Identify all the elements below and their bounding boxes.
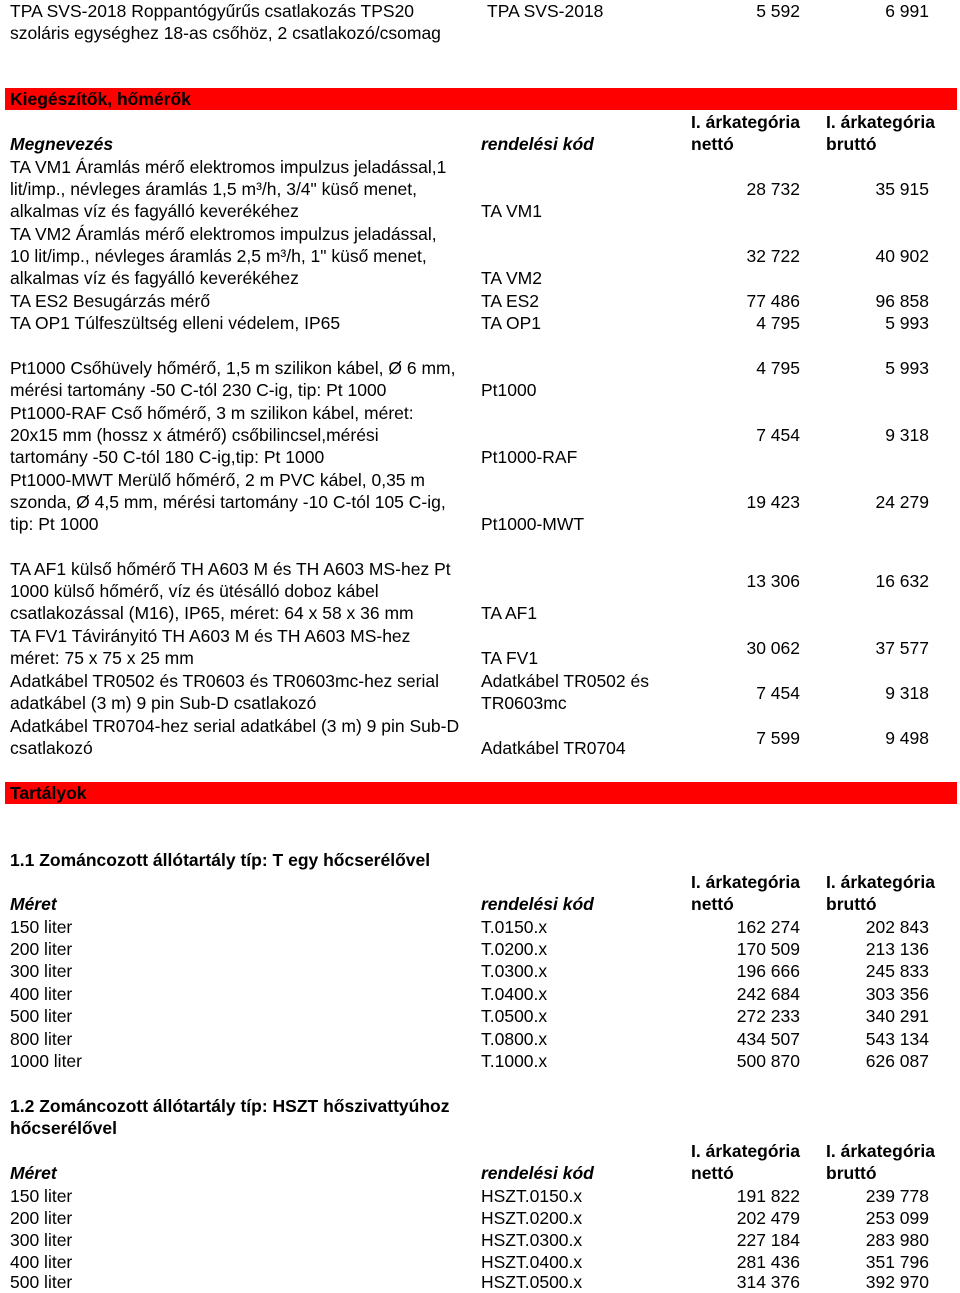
row-gross: 543 134	[865, 1029, 929, 1049]
item-gross: 35 915	[875, 179, 929, 199]
item-gross: 9 498	[885, 728, 929, 748]
row-size: 1000 liter	[10, 1051, 82, 1071]
item-desc-line: tip: Pt 1000	[10, 514, 99, 534]
item-desc-line: Pt1000 Csőhüvely hőmérő, 1,5 m szilikon kábel, Ø 6 mm,	[10, 358, 456, 378]
header-gross-line2: bruttó	[826, 894, 877, 914]
item-code: Pt1000-RAF	[481, 447, 578, 467]
row-net: 314 376	[736, 1272, 800, 1292]
row-gross: 245 833	[865, 961, 929, 981]
item-net: 13 306	[746, 571, 800, 591]
section-band-tanks	[5, 782, 957, 804]
item-net: 28 732	[746, 179, 800, 199]
item-code: TA AF1	[481, 603, 538, 623]
item-code: TA ES2	[481, 291, 540, 311]
item-net: 77 486	[746, 291, 800, 311]
header-code: rendelési kód	[481, 134, 594, 154]
item-net: 7 599	[756, 728, 800, 748]
row-size: 300 liter	[10, 1230, 73, 1250]
item-desc-line: csatlakozó	[10, 738, 93, 758]
row-gross: 303 356	[865, 984, 929, 1004]
row-size: 200 liter	[10, 939, 73, 959]
item-desc-line: tartomány -50 C-tól 180 C-ig,tip: Pt 1000	[10, 447, 325, 467]
row-gross: 202 843	[865, 917, 929, 937]
item-desc-line: mérési tartomány -50 C-tól 230 C-ig, tip: Pt 1000	[10, 380, 387, 400]
row-net: 500 870	[736, 1051, 800, 1071]
header-net-line1: I. árkategória	[691, 1141, 800, 1161]
row-gross: 626 087	[865, 1051, 929, 1071]
header-net-line1: I. árkategória	[691, 112, 800, 132]
row-code: HSZT.0150.x	[481, 1186, 583, 1206]
row-code: T.0200.x	[481, 939, 548, 959]
row-gross: 253 099	[865, 1208, 929, 1228]
row-size: 800 liter	[10, 1029, 73, 1049]
item-code: Pt1000-MWT	[481, 514, 585, 534]
header-name: Megnevezés	[10, 134, 114, 154]
row-net: 227 184	[736, 1230, 800, 1250]
header-code: rendelési kód	[481, 1163, 594, 1183]
top-item-net: 5 592	[756, 1, 800, 21]
section-title: Kiegészítők, hőmérők	[10, 89, 191, 109]
row-gross: 239 778	[865, 1186, 929, 1206]
row-code: T.0400.x	[481, 984, 548, 1004]
row-net: 281 436	[736, 1252, 800, 1272]
item-desc-line: adatkábel (3 m) 9 pin Sub-D csatlakozó	[10, 693, 317, 713]
item-gross: 37 577	[875, 638, 929, 658]
header-name: Méret	[10, 894, 57, 914]
item-net: 7 454	[756, 425, 800, 445]
item-desc-line: Pt1000-RAF Cső hőmérő, 3 m szilikon kábel, méret:	[10, 403, 414, 423]
top-item-code: TPA SVS-2018	[487, 1, 604, 21]
item-gross: 96 858	[875, 291, 929, 311]
item-gross: 40 902	[875, 246, 929, 266]
row-gross: 283 980	[865, 1230, 929, 1250]
row-gross: 340 291	[865, 1006, 929, 1026]
item-code: TA OP1	[481, 313, 541, 333]
item-code: TA VM2	[481, 268, 542, 288]
row-size: 500 liter	[10, 1006, 73, 1026]
header-gross-line1: I. árkategória	[826, 872, 935, 892]
item-desc-line: 20x15 mm (hossz x átmérő) csőbilincsel,mérési	[10, 425, 379, 445]
item-desc-line: TA OP1 Túlfeszültség elleni védelem, IP65	[10, 313, 341, 333]
item-desc-line: 1000 külső hőmérő, víz és ütésálló doboz kábel	[10, 581, 379, 601]
item-gross: 24 279	[875, 492, 929, 512]
header-net-line2: nettó	[691, 1163, 734, 1183]
item-gross: 9 318	[885, 425, 929, 445]
row-net: 196 666	[736, 961, 800, 981]
row-code: T.0500.x	[481, 1006, 548, 1026]
item-desc-line: lit/imp., névleges áramlás 1,5 m³/h, 3/4" küső menet,	[10, 179, 417, 199]
top-item-desc-line2: szoláris egységhez 18-as csőhöz, 2 csatlakozó/csomag	[10, 23, 441, 43]
header-code: rendelési kód	[481, 894, 594, 914]
header-gross-line2: bruttó	[826, 134, 877, 154]
row-net: 272 233	[736, 1006, 800, 1026]
header-net-line2: nettó	[691, 894, 734, 914]
item-desc-line: TA AF1 külső hőmérő TH A603 M és TH A603 MS-hez Pt	[10, 559, 451, 579]
row-size: 500 liter	[10, 1272, 73, 1292]
row-size: 400 liter	[10, 1252, 73, 1272]
row-code: HSZT.0400.x	[481, 1252, 583, 1272]
row-net: 434 507	[736, 1029, 800, 1049]
row-gross: 351 796	[865, 1252, 929, 1272]
item-code: Pt1000	[481, 380, 537, 400]
row-net: 242 684	[736, 984, 800, 1004]
item-net: 32 722	[746, 246, 800, 266]
subsection-title: 1.1 Zománcozott állótartály típ: T egy hőcserélővel	[10, 850, 431, 870]
item-desc-line: szonda, Ø 4,5 mm, mérési tartomány -10 C-tól 105 C-ig,	[10, 492, 446, 512]
row-net: 162 274	[736, 917, 800, 937]
item-desc-line: alkalmas víz és fagyálló keverékéhez	[10, 268, 299, 288]
header-name: Méret	[10, 1163, 57, 1183]
item-desc-line: 10 lit/imp., névleges áramlás 2,5 m³/h, 1" küső menet,	[10, 246, 427, 266]
row-code: T.0300.x	[481, 961, 548, 981]
item-desc-line: TA VM2 Áramlás mérő elektromos impulzus jeladással,	[10, 224, 437, 244]
header-gross-line2: bruttó	[826, 1163, 877, 1183]
top-item-desc-line1: TPA SVS-2018 Roppantógyűrűs csatlakozás TPS20	[10, 1, 415, 21]
row-size: 200 liter	[10, 1208, 73, 1228]
item-desc-line: TA FV1 Távirányitó TH A603 M és TH A603 MS-hez	[10, 626, 411, 646]
item-gross: 16 632	[875, 571, 929, 591]
item-net: 7 454	[756, 683, 800, 703]
item-net: 4 795	[756, 313, 800, 333]
item-code: Adatkábel TR0502 és	[481, 671, 649, 691]
item-code: Adatkábel TR0704	[481, 738, 626, 758]
section-band-accessories	[5, 88, 957, 110]
header-gross-line1: I. árkategória	[826, 1141, 935, 1161]
subsection-title: hőcserélővel	[10, 1118, 117, 1138]
item-net: 19 423	[746, 492, 800, 512]
item-net: 30 062	[746, 638, 800, 658]
row-code: T.0150.x	[481, 917, 548, 937]
item-desc-line: TA VM1 Áramlás mérő elektromos impulzus jeladással,1	[10, 157, 447, 177]
item-net: 4 795	[756, 358, 800, 378]
header-net-line2: nettó	[691, 134, 734, 154]
row-code: T.0800.x	[481, 1029, 548, 1049]
item-desc-line: Adatkábel TR0502 és TR0603 és TR0603mc-hez serial	[10, 671, 439, 691]
item-gross: 9 318	[885, 683, 929, 703]
row-code: T.1000.x	[481, 1051, 548, 1071]
row-net: 170 509	[736, 939, 800, 959]
header-gross-line1: I. árkategória	[826, 112, 935, 132]
row-code: HSZT.0500.x	[481, 1272, 583, 1292]
item-desc-line: csatlakozással (M16), IP65, méret: 64 x 58 x 36 mm	[10, 603, 414, 623]
item-desc-line: alkalmas víz és fagyálló keverékéhez	[10, 201, 299, 221]
row-size: 150 liter	[10, 917, 73, 937]
subsection-title: 1.2 Zománcozott állótartály típ: HSZT hőszivattyúhoz	[10, 1096, 450, 1116]
item-desc-line: Pt1000-MWT Merülő hőmérő, 2 m PVC kábel, 0,35 m	[10, 470, 425, 490]
item-gross: 5 993	[885, 358, 929, 378]
row-gross: 392 970	[865, 1272, 929, 1292]
item-desc-line: TA ES2 Besugárzás mérő	[10, 291, 211, 311]
row-net: 202 479	[736, 1208, 800, 1228]
row-size: 300 liter	[10, 961, 73, 981]
item-gross: 5 993	[885, 313, 929, 333]
row-size: 400 liter	[10, 984, 73, 1004]
section-title: Tartályok	[10, 783, 87, 803]
item-desc-line: méret: 75 x 75 x 25 mm	[10, 648, 194, 668]
top-item-gross: 6 991	[885, 1, 929, 21]
row-code: HSZT.0300.x	[481, 1230, 583, 1250]
header-net-line1: I. árkategória	[691, 872, 800, 892]
item-code: TR0603mc	[481, 693, 567, 713]
row-gross: 213 136	[865, 939, 929, 959]
item-code: TA FV1	[481, 648, 539, 668]
item-desc-line: Adatkábel TR0704-hez serial adatkábel (3 m) 9 pin Sub-D	[10, 716, 460, 736]
row-code: HSZT.0200.x	[481, 1208, 583, 1228]
row-net: 191 822	[736, 1186, 800, 1206]
item-code: TA VM1	[481, 201, 542, 221]
row-size: 150 liter	[10, 1186, 73, 1206]
